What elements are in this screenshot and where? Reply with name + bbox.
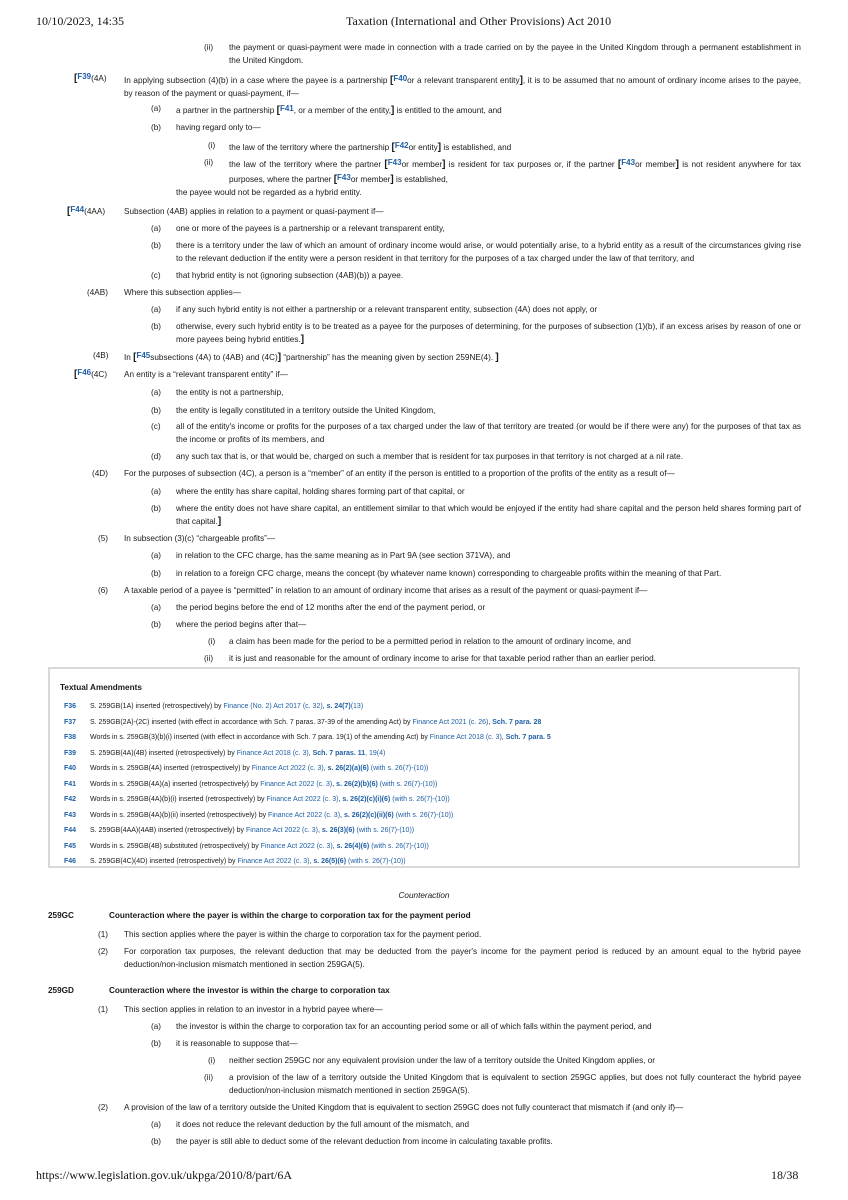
para-text: a partner in the partnership [F41, or a member of the entity,] is entitled to the amount, and [176,104,502,116]
amendment-marker[interactable]: F43 [621,158,636,167]
subsection-4D-number: (4D) [92,469,108,478]
amendment-note[interactable]: (with s. 26(7)-(10)) [379,780,438,788]
page-number: 18/38 [771,1168,799,1182]
subpara-text: the law of the territory where the partnership [F42or entity] is established, and [229,141,512,153]
subsection-4C-text: An entity is a “relevant transparent entity” if— [124,370,288,379]
amending-provision-link[interactable]: Sch. 7 paras. 11 [312,749,366,757]
amendment-marker[interactable]: F44 [70,205,85,214]
amending-act-link[interactable]: Finance Act 2022 (c. 3) [237,858,310,865]
amending-provision-link[interactable]: s. 26(2)(b)(6) [336,780,378,788]
amendment-code[interactable]: F40 [64,765,77,772]
amendment-code[interactable]: F44 [64,827,77,834]
para-text: where the entity has share capital, holding shares forming part of that capital, or [176,487,465,496]
amending-provision-link[interactable]: s. 26(2)(c)(ii)(6) [343,811,394,819]
amendment-row: F44 S. 259GB(4AA)(4AB) inserted (retrospectively) by Finance Act 2022 (c. 3), s. 26(3)(6) (with s. 26(7)-(10)) [64,827,415,834]
para-number: (b) [151,241,162,250]
amending-provision-link[interactable]: s. 26(4)(6) [336,842,370,850]
amendment-description: Words in s. 259GB(4A) inserted (retrospectively) by [90,765,250,772]
amendment-row: F40 Words in s. 259GB(4A) inserted (retrospectively) by Finance Act 2022 (c. 3), s. 26(2)(a)(6) (with s. 26(7)-(10)) [64,765,429,772]
para-number: (a) [151,1120,162,1129]
amendment-note[interactable]: (with s. 26(7)-(10)) [392,796,450,803]
para-number: (b) [151,1137,162,1146]
para-number: (d) [151,452,162,461]
subsection-4AB-text: Where this subsection applies— [124,288,241,297]
subsection-text: This section applies in relation to an investor in a hybrid payee where— [124,1005,383,1014]
para-text: that hybrid entity is not (ignoring subsection (4AB)(b)) a payee. [176,271,404,280]
amendment-description: Words in s. 259GB(4B) substituted (retrospectively) by [90,842,259,850]
amendment-description: Words in s. 259GB(4A)(b)(i) inserted (retrospectively) by [90,796,265,803]
textual-amendments-box [48,667,800,868]
para-text: otherwise, every such hybrid entity is to be treated as a payee for the purposes of determining, for the purposes of subsection (1)(b), if an excess arises by reason of one or more payees being hybrid entities.] [176,322,801,345]
amendment-description: Words in s. 259GB(4A)(b)(ii) inserted (retrospectively) by [90,811,267,819]
section-title: Counteraction where the payer is within the charge to corporation tax for the payment period [109,911,471,920]
amendment-description: S. 259GB(2A)-(2C) inserted (with effect in accordance with Sch. 7 paras. 37-39 of the amending Act) by [90,718,411,726]
para-number: (a) [151,487,162,496]
para-text: where the period begins after that— [176,620,307,629]
subsection-number: (2) [98,1103,109,1112]
subsection-4A-number: [F39(4A) [74,72,107,84]
amendment-marker[interactable]: F42 [394,141,409,150]
amendment-row: F41 Words in s. 259GB(4A)(a) inserted (retrospectively) by Finance Act 2022 (c. 3), s. 26(2)(b)(6) (with s. 26(7)-(10)) [64,780,438,788]
amendment-marker[interactable]: F40 [393,74,408,83]
subsection-number: (2) [98,947,109,956]
amendment-code[interactable]: F37 [64,718,77,726]
subsection-4B-number: (4B) [93,351,109,360]
amendment-row: F43 Words in s. 259GB(4A)(b)(ii) inserted (retrospectively) by Finance Act 2022 (c. 3), s. 26(2)(c)(ii)(6) (with s. 26(7)-(10)) [64,811,454,819]
section-number: 259GD [48,986,74,995]
subsection-number: (1) [98,930,109,939]
section-number: 259GC [48,911,74,920]
amendment-note[interactable]: (with s. 26(7)-(10)) [371,842,429,850]
subsection-4B-text: In [F45subsections (4A) to (4AB) and (4C)] “partnership” has the meaning given by section 259NE(4). ] [124,351,499,363]
amendment-code[interactable]: F45 [64,842,77,850]
amendment-marker[interactable]: F41 [279,104,294,113]
amending-provision-link[interactable]: Sch. 7 para. 5 [505,734,551,741]
subpara-number: (ii) [204,654,214,663]
para-text: one or more of the payees is a partnership or a relevant transparent entity, [176,224,445,233]
item-number: (ii) [204,43,214,52]
para-text: where the entity does not have share capital, an entitlement similar to that which would be enjoyed if the entity had share capital and the person held shares forming part of that capital.] [176,504,801,527]
para-text: the entity is not a partnership, [176,388,284,397]
para-number: (b) [151,504,162,513]
subpara-text: a claim has been made for the period to be a permitted period in relation to the amount of ordinary income, and [229,637,631,646]
amendment-row: F42 Words in s. 259GB(4A)(b)(i) inserted (retrospectively) by Finance Act 2022 (c. 3), s. 26(2)(c)(i)(6) (with s. 26(7)-(10)) [64,796,450,803]
para-number: (a) [151,305,162,314]
para-number: (a) [151,388,162,397]
amending-act-link[interactable]: Finance Act 2022 (c. 3) [246,827,318,834]
subsection-5-number: (5) [98,534,109,543]
amendment-marker[interactable]: F46 [77,368,92,377]
amendment-description: S. 259GB(4AA)(4AB) inserted (retrospectively) by [90,827,245,834]
para-text: the period begins before the end of 12 months after the end of the payment period, or [176,603,486,612]
para-text: the entity is legally constituted in a territory outside the United Kingdom, [176,406,436,415]
amending-act-link[interactable]: Finance Act 2022 (c. 3) [260,780,333,788]
subsection-4A-text: In applying subsection (4)(b) in a case where the payee is a partnership [F40or a relevant transparent entity], it is to be assumed that no amount of ordinary income arises to the payee, by reason of the payment or quasi-payment, if— [124,74,801,98]
subpara-number: (i) [208,1056,216,1065]
para-number: (a) [151,603,162,612]
amending-provision-link[interactable]: s. 26(2)(c)(i)(6) [342,796,391,803]
amending-act-link[interactable]: Finance (No. 2) Act 2017 (c. 32) [223,703,323,710]
para-number: (a) [151,551,162,560]
document-title: Taxation (International and Other Provisions) Act 2010 [346,14,612,28]
subpara-text: the law of the territory where the partner [F43or member] is resident for tax purposes or, if the partner [F43or member] is not resident anywhere for tax purposes, where the partner [F43or member] is established, [229,158,802,185]
subpara-text: neither section 259GC nor any equivalent provision under the law of a territory outside the United Kingdom applies, or [229,1056,655,1065]
subpara-number: (ii) [204,1073,214,1082]
subpara-text: a provision of the law of a territory outside the United Kingdom that is equivalent to section 259GC applies, but does not fully counteract the hybrid payee deduction/non-inclusion mismatch mentioned in section 259GA(5). [229,1073,801,1095]
subsection-4AA-text: Subsection (4AB) applies in relation to a payment or quasi-payment if— [124,207,384,216]
amending-provision-link[interactable]: s. 26(2)(a)(6) [327,765,369,772]
subpara-number: (ii) [204,158,214,167]
amendment-note[interactable]: (with s. 26(7)-(10)) [370,765,429,772]
para-number: (c) [151,422,161,431]
amendment-description: Words in s. 259GB(4A)(a) inserted (retrospectively) by [90,780,259,788]
para-number: (b) [151,1039,162,1048]
subsection-4AA-number: [F44(4AA) [67,205,106,217]
amending-act-link[interactable]: Finance Act 2022 (c. 3) [251,765,324,772]
para-text: it does not reduce the relevant deduction by the full amount of the mismatch, and [176,1120,470,1129]
amendment-row: F45 Words in s. 259GB(4B) substituted (retrospectively) by Finance Act 2022 (c. 3), s. 26(4)(6) (with s. 26(7)-(10)) [64,842,429,850]
subsection-6-text: A taxable period of a payee is “permitted” in relation to an amount of ordinary income that arises as a result of the payment or quasi-payment if— [124,586,648,595]
amending-provision-link[interactable]: Sch. 7 para. 28 [492,718,542,726]
para-text: in relation to the CFC charge, has the same meaning as in Part 9A (see section 371VA), and [176,551,511,560]
amendment-code[interactable]: F41 [64,780,77,788]
para-text: there is a territory under the law of which an amount of ordinary income would arise, or would potentially arise, to a hybrid entity as a result of the circumstances giving rise to the relevant deduction if the entity were a person resident in that territory for the purposes of a tax charged under the law of that territory, and [176,241,801,263]
para-number: (b) [151,569,162,578]
amendment-code[interactable]: F38 [64,734,77,741]
para-number: (b) [151,620,162,629]
amendments-title: Textual Amendments [60,683,142,692]
amending-provision-link[interactable]: s. 26(5)(6) [313,858,347,865]
para-number: (a) [151,224,162,233]
amendment-description: Words in s. 259GB(3)(b)(i) inserted (with effect in accordance with Sch. 7 para. 19(1) of the amending Act) by [90,734,428,741]
para-text: the payer is still able to deduct some of the relevant deduction from income in calculating taxable profits. [176,1137,553,1146]
para-text: it is reasonable to suppose that— [176,1039,298,1048]
para-number: (b) [151,123,162,132]
para-text: in relation to a foreign CFC charge, means the concept (by whatever name known) corresponding to chargeable profits within the meaning of that Part. [176,569,722,578]
amendment-note[interactable]: (with s. 26(7)-(10)) [395,811,454,819]
amendment-row: F46 S. 259GB(4C)(4D) inserted (retrospectively) by Finance Act 2022 (c. 3), s. 26(5)(6) (with s. 26(7)-(10)) [64,858,406,865]
amendment-code[interactable]: F42 [64,796,77,803]
amendment-code[interactable]: F43 [64,811,77,819]
para-number: (b) [151,322,162,331]
amending-provision-link[interactable]: s. 26(3)(6) [321,827,355,834]
para-text: the investor is within the charge to corporation tax for an accounting period some or all of which falls within the payment period, and [176,1022,652,1031]
para-text: if any such hybrid entity is not either a partnership or a relevant transparent entity, subsection (4A) does not apply, or [176,305,598,314]
amendment-marker[interactable]: F39 [77,72,92,81]
subsection-tail-text: the payee would not be regarded as a hybrid entity. [176,188,362,197]
amendment-code[interactable]: F46 [64,858,77,865]
section-title: Counteraction where the investor is within the charge to corporation tax [109,986,390,995]
para-number: (c) [151,271,161,280]
subsection-4D-text: For the purposes of subsection (4C), a person is a “member” of an entity if the person is entitled to a proportion of the profits of the entity as a result of— [124,469,675,478]
amending-provision-link[interactable]: s. 24(7) [326,703,351,710]
amendment-row: F37 S. 259GB(2A)-(2C) inserted (with effect in accordance with Sch. 7 paras. 37-39 of the amending Act) by Finance Act 2021 (c. 26), Sch. 7 para. 28 [64,718,542,726]
amending-act-link[interactable]: Finance Act 2022 (c. 3) [260,842,333,850]
subsection-6-number: (6) [98,586,109,595]
amendment-row: F39 S. 259GB(4A)(4B) inserted (retrospectively) by Finance Act 2018 (c. 3), Sch. 7 paras. 11, 19(4) [64,749,386,757]
subsection-text: This section applies where the payer is within the charge to corporation tax for the payment period. [124,930,482,939]
amending-act-link[interactable]: Finance Act 2018 (c. 3) [236,749,309,757]
amending-act-link[interactable]: Finance Act 2018 (c. 3) [429,734,502,741]
para-text: any such tax that is, or that would be, charged on such a member that is resident for tax purposes in that territory is not charged at a nil rate. [176,452,683,461]
amendment-row: F36 S. 259GB(1A) inserted (retrospectively) by Finance (No. 2) Act 2017 (c. 32), s. 24(7)(13) [64,703,364,710]
source-url[interactable]: https://www.legislation.gov.uk/ukpga/2010/8/part/6A [36,1168,293,1182]
amendment-note[interactable]: (with s. 26(7)-(10)) [347,858,406,865]
amendment-note[interactable]: (with s. 26(7)-(10)) [356,827,415,834]
subsection-5-text: In subsection (3)(c) “chargeable profits”— [124,534,276,543]
amendment-description: S. 259GB(4C)(4D) inserted (retrospectively) by [90,858,236,865]
para-text: having regard only to— [176,123,261,132]
print-datetime: 10/10/2023, 14:35 [36,14,125,28]
subpara-text: it is just and reasonable for the amount of ordinary income to arise for that taxable period rather than an earlier period. [229,654,656,663]
para-number: (a) [151,1022,162,1031]
amendment-code[interactable]: F39 [64,749,77,757]
crossheading: Counteraction [398,891,450,900]
amendment-marker[interactable]: F43 [337,173,351,182]
para-number: (b) [151,406,162,415]
subsection-4AB-number: (4AB) [87,288,108,297]
item-text: the payment or quasi-payment were made in connection with a trade carried on by the payee in the United Kingdom through a permanent establishment in the United Kingdom. [229,43,801,65]
amendment-marker[interactable]: F45 [136,351,151,360]
amendment-marker[interactable]: F43 [387,158,402,167]
amendment-code[interactable]: F36 [64,703,77,710]
subpara-number: (i) [208,637,216,646]
amending-provision-extra[interactable]: , 19(4) [365,749,386,757]
subpara-number: (i) [208,141,216,150]
amendment-description: S. 259GB(1A) inserted (retrospectively) by [90,703,222,710]
amending-act-link[interactable]: Finance Act 2022 (c. 3) [266,796,339,803]
amending-provision-extra[interactable]: (13) [350,703,364,710]
amendment-description: S. 259GB(4A)(4B) inserted (retrospectively) by [90,749,235,757]
amendment-row: F38 Words in s. 259GB(3)(b)(i) inserted (with effect in accordance with Sch. 7 para. 19(1) of the amending Act) by Finance Act 2018 (c. 3), Sch. 7 para. 5 [64,734,551,741]
subsection-number: (1) [98,1005,109,1014]
amending-act-link[interactable]: Finance Act 2021 (c. 26) [412,718,489,726]
subsection-4C-number: [F46(4C) [74,368,108,380]
subsection-text: For corporation tax purposes, the relevant deduction that may be deducted from the payer's income for the payment period is reduced by an amount equal to the hybrid payee deduction/non-inclusion mismatch mentioned in section 259GA(5). [124,947,801,969]
para-number: (a) [151,104,162,113]
subsection-text: A provision of the law of a territory outside the United Kingdom that is equivalent to section 259GC does not fully counteract that mismatch if (and only if)— [124,1103,684,1112]
para-text: all of the entity's income or profits for the purposes of a tax charged under the law of that territory are treated (or would be if there were any) for the purposes of that tax as the income or profits of its members, and [176,422,801,444]
amending-act-link[interactable]: Finance Act 2022 (c. 3) [268,811,341,819]
